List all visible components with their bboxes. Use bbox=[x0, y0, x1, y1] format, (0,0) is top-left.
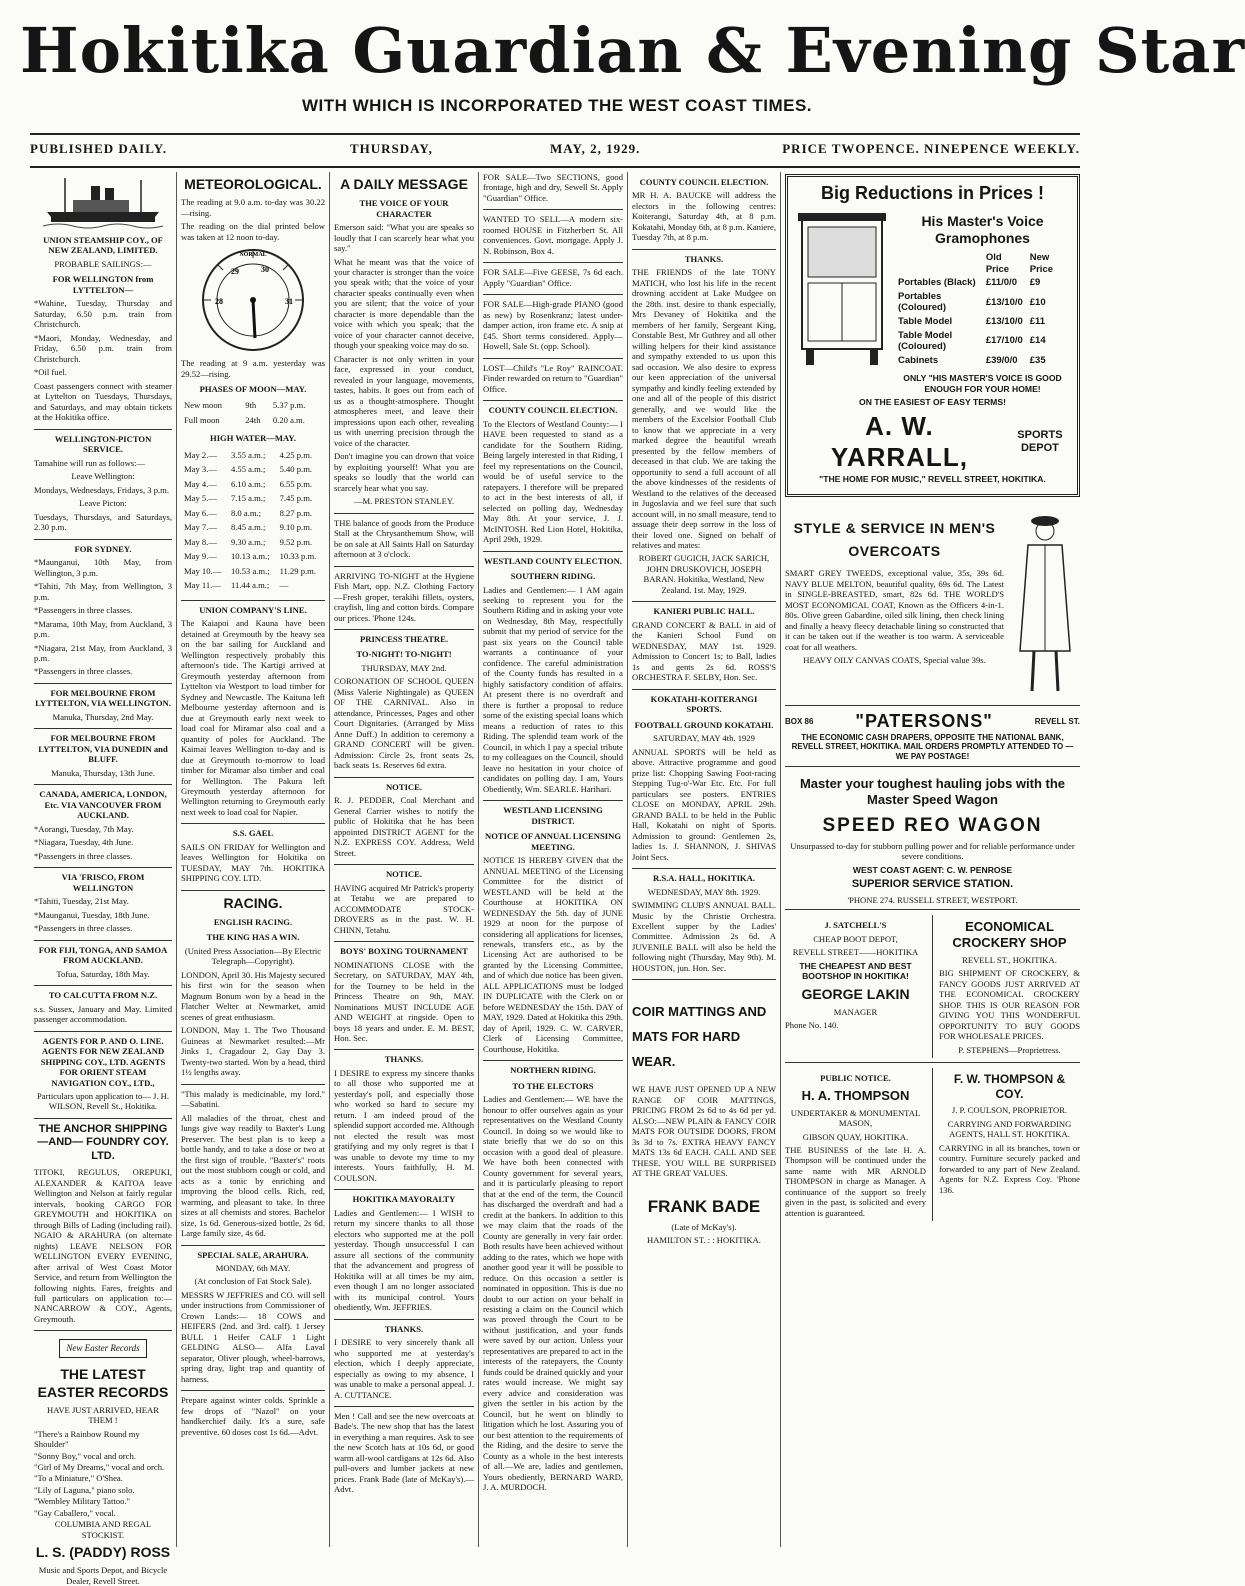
thanks-signature: ROBERT GUGICH, JACK SARICH, JOHN DRUSKOVICH, JOSEPH BARAN. Hokitika, Westland, New Zealand. 1st. May, 1929. bbox=[638, 553, 770, 595]
daily-message-body: Character is not only written in your face, expressed in your conduct, revealed in your language, movements, tastes, habits. It goes out from each of us as a thought-atmosphere. Thought atmospheres meet, and leave their impressions upon each other, revealing us with unerring precision through the voice of the character. bbox=[334, 353, 474, 448]
classified-ad: FOR SALE—High-grade PIANO (good as new) by Rosenkranz; latest under-damper action, iron frame etc. A snip at £45. Short terms considered. Apply—Howell, Sale St. (opp. School). bbox=[483, 299, 623, 352]
racing-king: THE KING HAS A WIN. bbox=[206, 932, 300, 943]
table-row: Full moon 24th 0.20 a.m. bbox=[184, 414, 305, 425]
arahura-note: (At conclusion of Fat Stock Sale). bbox=[194, 1276, 312, 1287]
malady-body: All maladies of the throat, chest and lungs give way readily to Baxter's Lung Preserver. The best plan is to keep a bottle handy, and to take a dose or two at the first sign of trouble. "Baxter's" roots out the most stubborn cough or cold, and acts as a tonic by enriching and improving the blood cells. Rich, red, warming, and pleasant to take. In three sizes at all chemists and stores. Bachelor size, 1s 6d. Generous-sized bottle, 2s 6d. Large family size, 4s 6d. bbox=[181, 1112, 325, 1239]
table-row: May 3.— 4.55 a.m.; 5.40 p.m. bbox=[184, 464, 313, 475]
crockery-heading: ECONOMICAL CROCKERY SHOP bbox=[952, 919, 1067, 950]
gael-body: SAILS ON FRIDAY for Wellington and leaves Wellington for Hokitika on TUESDAY, MAY 7th. HOKITIKA SHIPPING COY. LTD. bbox=[181, 841, 325, 884]
calcutta-heading: TO CALCUTTA FROM N.Z. bbox=[34, 985, 172, 1000]
patersons-body: THE ECONOMIC CASH DRAPERS, OPPOSITE THE NATIONAL BANK, REVELL STREET, HOKITIKA. MAIL ORDERS PROMPTLY ATTENDED TO — WE PAY POSTAGE! bbox=[791, 732, 1074, 762]
sydney-heading: FOR SYDNEY. bbox=[34, 539, 172, 554]
met-yesterday: The reading at 9 a.m. yesterday was 29.52—rising. bbox=[181, 358, 325, 379]
sailing-line: *Passengers in three classes. bbox=[34, 850, 133, 861]
table-row: May 6.— 8.0 a.m.; 8.27 p.m. bbox=[184, 507, 313, 518]
dial-needle bbox=[253, 300, 255, 338]
gramophone-terms: ON THE EASIEST OF EASY TERMS! bbox=[859, 397, 1006, 408]
crockery-signature: P. STEPHENS—Proprietress. bbox=[958, 1044, 1061, 1055]
licensing-body: NOTICE IS HEREBY GIVEN that the ANNUAL MEETING of the Licensing Committee for the district of WESTLAND will be held at the Courthouse at HOKITIKA ON WEDNESDAY the 5th. day of JUNE 1929 at noon for the purpose of considering all applications for licenses, renewals, transfers etc., as by the Licensing Act are authorised to be granted by the Licensing Committee, and of which due notice has been given. ALL APPLICATIONS must be lodged IN DUPLICATE with the Clerk on or before WEDNESDAY the 15th. DAY of MAY, 1929. Dated at Hokitika this 29th. day of April, 1929. C. W. CARVER, Clerk of Licensing Committee, Courthouse, Hokitika. bbox=[483, 855, 623, 1054]
reo-heading: Master your toughest hauling jobs with the Master Speed Wagon bbox=[799, 775, 1066, 807]
table-row: May 7.— 8.45 a.m.; 9.10 p.m. bbox=[184, 522, 313, 533]
ross-body: Music and Sports Depot, and Bicycle Dealer, Revell Street. bbox=[38, 1565, 168, 1586]
table-row: May 10.— 10.53 a.m.; 11.29 p.m. bbox=[184, 565, 317, 576]
bade-address: HAMILTON ST. : : HOKITIKA. bbox=[647, 1235, 761, 1246]
yarrall-depot: SPORTS DEPOT bbox=[1017, 429, 1063, 455]
table-row: Old Price New Price bbox=[985, 252, 1054, 275]
column-5 bbox=[628, 172, 780, 1552]
northern-riding-heading: NORTHERN RIDING. bbox=[483, 1060, 623, 1075]
rsa-date: WEDNESDAY, MAY 8th. 1929. bbox=[647, 886, 761, 897]
column-6 bbox=[781, 172, 1084, 1552]
thanks-body: I DESIRE to express my sincere thanks to all those who supported me at yesterday's poll, and especially those who worked so hard to secure my return. I am indeed proud of the splendid support accorded me. Although not elected the result was most gratifying and my only regret is that I was unable to devote my time to my interests. Yours faithfully, H. M. COULSON. bbox=[334, 1067, 474, 1183]
boxing-heading: BOYS' BOXING TOURNAMENT bbox=[334, 941, 474, 956]
sailing-line: *Passengers in three classes. bbox=[34, 923, 133, 934]
princess-body: CORONATION OF SCHOOL QUEEN (Miss Valerie Nightingale) as QUEEN OF THE CARNIVAL. Also in attendance, Princesses, Pages and other Court Dignitaries. (Arranged by Miss Anne Duff.) In addition to ceremony a GRAND CONCERT will be given. Admission: Circle 2s, front seats 2s, back seats 1s. Reserves 6d extra. bbox=[334, 676, 474, 771]
records-logo: New Easter Records bbox=[59, 1339, 146, 1358]
mayoralty-heading: HOKITIKA MAYORALTY bbox=[334, 1189, 474, 1204]
sailing-line: Mondays, Wednesdays, Fridays, 3 p.m. bbox=[34, 484, 169, 495]
classified-ad: FOR SALE—Five GEESE, 7s 6d each. Apply "Guardian" Office. bbox=[483, 267, 623, 288]
daily-message-body: Don't imagine you can drown that voice by exploiting yourself! What you are speaks so loudly that the world can scarcely hear what you say. bbox=[334, 451, 474, 493]
yarrall-tagline: "THE HOME FOR MUSIC," REVELL STREET, HOKITIKA. bbox=[819, 474, 1046, 485]
satchell-heading: J. SATCHELL'S bbox=[824, 920, 887, 931]
kokatahi-sub: FOOTBALL GROUND KOKATAHI. bbox=[634, 719, 774, 730]
tide-table bbox=[181, 447, 325, 594]
kokatahi-date: SATURDAY, MAY 4th. 1929 bbox=[653, 733, 755, 744]
satchell-ad bbox=[785, 915, 926, 1058]
mayoralty-body: Ladies and Gentlemen:— I WISH to return my sincere thanks to all those electors who supported me at the poll yesterday. Though unsuccessful I can assure all sections of the community that the advancement and progress of Hokitika will at all times be my aim, even though I am no longer associated with its municipal control. Yours obediently, Wm. JEFFRIES. bbox=[334, 1207, 474, 1313]
bade-notice: Men ! Call and see the new overcoats at Bade's. The new shop that has the latest in everything a man requires. Ask to see the new Scotch hats at 10s 6d, or good warm all-wool cardigans at 12s 6d. Also pull-overs and lumber jackets at new prices. Frank Bade (late of McKay's).—Advt. bbox=[334, 1411, 474, 1495]
dial-label: NORMAL bbox=[239, 252, 267, 259]
racing-heading: RACING. bbox=[181, 890, 325, 912]
records-stockist: COLUMBIA AND REGAL STOCKIST. bbox=[54, 1519, 152, 1540]
list-item: "Girl of My Dreams," vocal and orch. bbox=[34, 1462, 165, 1472]
county-council-heading: COUNTY COUNCIL ELECTION. bbox=[639, 177, 769, 187]
coy-ad bbox=[932, 1068, 1080, 1221]
thompson-body: THE BUSINESS of the late H. A. Thompson will be continued under the same name with MR ARNOLD THOMPSON in charge as Manager. A continuance of the support so freely given in the past, is solicited and every attention is guaranteed. bbox=[785, 1145, 926, 1218]
thanks-heading: THANKS. bbox=[334, 1319, 474, 1334]
overcoats-oily: HEAVY OILY CANVAS COATS, Special value 39s. bbox=[803, 655, 986, 666]
meteorological-heading: METEOROLOGICAL. bbox=[184, 176, 322, 192]
yarrall-name: A. W. YARRALL, bbox=[830, 410, 968, 473]
list-item: "Gay Caballero," vocal. bbox=[34, 1507, 116, 1518]
list-item: "Lily of Laguna," piano solo. bbox=[34, 1484, 135, 1495]
bottom-ads-row-1 bbox=[785, 909, 1080, 1058]
patersons-box: BOX 86 bbox=[785, 716, 814, 726]
daily-message-signature: —M. PRESTON STANLEY. bbox=[353, 496, 455, 507]
satchell-body: THE CHEAPEST AND BEST BOOTSHOP IN HOKITIKA! bbox=[799, 960, 912, 982]
picton-heading: WELLINGTON-PICTON SERVICE. bbox=[34, 429, 172, 455]
column-4 bbox=[479, 172, 627, 1552]
issue-date: MAY, 2, 1929. bbox=[550, 141, 641, 156]
records-heading: THE LATEST EASTER RECORDS bbox=[37, 1366, 169, 1400]
union-company-heading: UNION COMPANY'S LINE. bbox=[181, 600, 325, 615]
thompson-role: UNDERTAKER & MONUMENTAL MASON, bbox=[790, 1107, 921, 1129]
sailing-line: s.s. Sussex, January and May. Limited passenger accommodation. bbox=[34, 1003, 172, 1025]
thompson-address: GIBSON QUAY, HOKITIKA. bbox=[802, 1131, 909, 1142]
classified-ad: LOST—Child's "Le Roy" RAINCOAT. Finder rewarded on return to "Guardian" Office. bbox=[483, 362, 623, 394]
list-item: "Sonny Boy," vocal and orch. bbox=[34, 1450, 136, 1461]
sailing-line: *Maunganui, 10th May, from Wellington, 3 p.m. bbox=[34, 557, 172, 578]
arahura-heading: SPECIAL SALE, ARAHURA. bbox=[181, 1245, 325, 1260]
gramophone-ad bbox=[785, 174, 1080, 497]
weekday: THURSDAY, bbox=[350, 141, 433, 156]
list-item: "To a Miniature," O'Shea. bbox=[34, 1473, 123, 1484]
sailing-line: Tamahine will run as follows:— bbox=[34, 457, 146, 468]
table-row: May 2.— 3.55 a.m.; 4.25 p.m. bbox=[184, 449, 313, 460]
probable-sailings: PROBABLE SAILINGS:— bbox=[54, 258, 152, 269]
rsa-heading: R.S.A. HALL, HOKITIKA. bbox=[632, 868, 776, 883]
northern-riding-sub: TO THE ELECTORS bbox=[512, 1080, 594, 1091]
lakin-phone: Phone No. 140. bbox=[785, 1020, 839, 1031]
racing-assoc: (United Press Association—By Electric Telegraph—Copyright). bbox=[184, 945, 322, 967]
fish-notice: ARRIVING TO-NIGHT at the Hygiene Fish Mart, opp. N.Z. Clothing Factory—Fresh groper, terakihi fillets, oysters, crayfish, ling and cotton birds. Compare our prices. 'Phone 124s. bbox=[334, 570, 474, 623]
sailing-line: Manuka, Thursday, 2nd May. bbox=[52, 711, 154, 722]
records-ad bbox=[34, 1330, 172, 1586]
agents-heading: AGENTS FOR P. AND O. LINE. AGENTS FOR NEW ZEALAND SHIPPING COY., LTD. AGENTS FOR ORIENT STEAM NAVIGATION COY., LTD., bbox=[34, 1031, 172, 1088]
gramophone-price-table bbox=[896, 251, 1069, 367]
table-row: May 8.— 9.30 a.m.; 9.52 p.m. bbox=[184, 536, 313, 547]
reo-body: Unsurpassed to-day for stubborn pulling power and for reliable performance under severe conditions. bbox=[790, 840, 1075, 862]
gael-heading: S.S. GAEL bbox=[181, 823, 325, 838]
racing-body: LONDON, May 1. The Two Thousand Guineas at Newmarket resulted:—Mr Jinks 1, Cragadour 2, Gay Day 3. Twenty-two started. Won by a head, third 1½ lengths away. bbox=[181, 1025, 325, 1078]
public-notice-heading: PUBLIC NOTICE. bbox=[820, 1073, 891, 1084]
masthead-rule-top bbox=[30, 133, 1080, 135]
arahura-date: MONDAY, 6th MAY. bbox=[215, 1263, 291, 1273]
table-row: Table Model (Coloured) £17/10/0 £14 bbox=[898, 329, 1046, 353]
notice-heading: NOTICE. bbox=[334, 864, 474, 879]
anchor-title: THE ANCHOR SHIPPING —AND— FOUNDRY COY. LTD. bbox=[34, 1118, 172, 1163]
kokatahi-heading: KOKATAHI-KOITERANGI SPORTS. bbox=[632, 689, 776, 715]
coy-body: CARRYING in all its branches, town or country. Furniture securely packed and forwarded to any part of New Zealand. Agents for N.Z. Express Coy. 'Phone 136. bbox=[939, 1142, 1080, 1195]
coir-body: WE HAVE JUST OPENED UP A NEW RANGE OF COIR MATTINGS, PRICING FROM 2s 6d to 4s 6d per yd. ALSO:—NEW PLAIN & FANCY COIR MATS FOR OUTSIDE DOORS, FROM 3s 3d to 7s. EXTRA HEAVY FANCY MATS 13s 6d EACH. CALL AND SEE THESE. YOU WILL BE SURPRISED AT THE GREAT VALUES. bbox=[632, 1084, 776, 1179]
notice-heading: NOTICE. bbox=[334, 777, 474, 792]
county-election-heading: COUNTY COUNCIL ELECTION. bbox=[483, 400, 623, 415]
anchor-body: TITOKI, REGULUS, OREPUKI, ALEXANDER & KAITOA leave Wellington and Nelson at fairly regular intervals, booking CARGO FOR GREYMOUTH and HOKITIKA on through Bills of Lading (including rail). NGAIO & ARAHURA (on alternate nights) LEAVE NELSON FOR WELLINGTON EVERY EVENING, after arrival of West Coast Motor Service, and return from Wellington the following nights. Fares, freights and full particulars on application to:— NANCARROW & COY., Agents, Greymouth. bbox=[34, 1167, 172, 1324]
northern-riding-body: Ladies and Gentlemen:— WE have the honour to offer ourselves again as your representatives on the Westland County Council. In doing so we would like to state briefly that we do so on this occasion with a good deal of pleasure. We have both been connected with County government for several years, and it is particularly pleasing to report that at the end of the term, the Council has discharged the overdraft and had a credit at the bankers. In addition to this we may claim that the roads of the County are generally in very fair order. Both results have been achieved without adding to the rates, which we hope with another good year it will be possible to reduce. On this occasion a settler is nominated in opposition. This is due no doubt to our action on your behalf in resisting a claim on the Council which was proved through the Court to be without justification, and your funds were saved by our action. Unless your representatives are prepared to act in the interests of the ratepayers, the County funds could be drained quickly and your rates would increase. We might say every advice and consideration was given the settler in his action by the Council, but he went on blindly to litigation which he lost. Assuring you of our best attention to the requirements of the Riding, and the desire to serve the County as a whole in the best interests of all.—We are, ladies and gentlemen, Yours obediently, BERNARD WARD, J. A. MURDOCH. bbox=[483, 1094, 623, 1493]
reo-station: SUPERIOR SERVICE STATION. bbox=[851, 878, 1014, 891]
gramophone-cabinet-illustration bbox=[796, 209, 888, 369]
coir-heading: COIR MATTINGS AND MATS FOR HARD WEAR. bbox=[632, 1004, 767, 1069]
newspaper-subtitle: WITH WHICH IS INCORPORATED THE WEST COAST TIMES. bbox=[301, 96, 813, 115]
records-list bbox=[34, 1429, 172, 1519]
column-1 bbox=[30, 172, 176, 1586]
daily-message-body: Emerson said: "What you are speaks so loudly that I can scarcely hear what you say." bbox=[334, 222, 474, 254]
daily-message-heading: A DAILY MESSAGE bbox=[340, 176, 468, 192]
table-row: Table Model £13/10/0 £11 bbox=[898, 316, 1046, 327]
usc-title: UNION STEAMSHIP COY., OF NEW ZEALAND, LIMITED. bbox=[43, 235, 163, 256]
frisco-heading: VIA 'FRISCO, FROM WELLINGTON bbox=[34, 867, 172, 893]
sailing-line: *Maunganui, Tuesday, 18th June. bbox=[34, 909, 150, 920]
table-row: Portables (Black) £11/0/0 £9 bbox=[898, 277, 1041, 289]
sailing-line: Leave Picton: bbox=[79, 498, 127, 509]
tide-heading: HIGH WATER—MAY. bbox=[210, 433, 296, 444]
list-item: "Wembley Military Tattoo." bbox=[34, 1496, 131, 1507]
crockery-body: BIG SHIPMENT OF CROCKERY, & FANCY GOODS JUST ARRIVED AT THE ECONOMICAL CROCKERY SHOP. THIS IS OUR REASON FOR GIVING YOU THIS WONDERFUL OPPORTUNITY TO BUY GOODS FOR WHOLESALE PRICES. bbox=[939, 968, 1080, 1042]
table-row: Portables (Coloured) £13/10/0 £10 bbox=[898, 290, 1046, 314]
coy-name: F. W. THOMPSON & COY. bbox=[953, 1072, 1066, 1101]
satchell-sub: CHEAP BOOT DEPOT, bbox=[813, 933, 898, 944]
kanieri-body: GRAND CONCERT & BALL in aid of the Kanieri School Fund on WEDNESDAY, MAY 1st. 1929. Admission to Concert 1s; to Ball, ladies 1s and gents 2s 6d. ROSS'S ORCHESTRA F. SELBY, Hon. Sec. bbox=[632, 619, 776, 683]
overcoats-ad bbox=[785, 511, 1080, 701]
sailing-line: *Passengers in three classes. bbox=[34, 666, 133, 677]
table-row: New moon 9th 5.37 p.m. bbox=[184, 400, 306, 411]
moon-table bbox=[181, 397, 325, 428]
arahura-body: MESSRS W JEFFRIES and CO. will sell under instructions from Commissioner of Crown Lands:— 18 COWS and HEIFERS (2nd. and 3rd. calf). 1 Jersey BULL 1 Heifer CALF 1 Light GELDING ALSO— Alfa Laval separator, Oliver plough, wheel-barrows, spring dray, light trap and quantity of harness. bbox=[181, 1289, 325, 1384]
crockery-address: REVELL ST., HOKITIKA. bbox=[962, 954, 1057, 965]
county-council-body: MR H. A. BAUCKE will address the electors in the following centres: Koiterangi, Saturday 4th, at 8 p.m. Kokatahi, Monday 6th, at 8 p.m. Kaniere, Tuesday 7th, at 8 p.m. bbox=[632, 190, 776, 243]
reo-address: 'PHONE 274. RUSSELL STREET, WESTPORT. bbox=[847, 894, 1018, 905]
reo-ad bbox=[785, 766, 1080, 905]
overcoats-body: SMART GREY TWEEDS, exceptional value, 35s, 39s 6d. NAVY BLUE MELTON, beautiful quality, 69s 6d. The Latest in SINGLE-BREASTED, smart, 82s 6d. THE WORLD'S MOST ECONOMICAL COAT, Known as the Officers 4-in-1. 80s. Olive green Gabardine, oiled silk lining, then check lining and finally a heavy fleecy detachable lining so constructed that it can be taken out if the weather is too warm. A serviceable coat for all weathers. bbox=[785, 568, 1004, 652]
reo-name: SPEED REO WAGON bbox=[822, 814, 1043, 836]
table-row: May 4.— 6.10 a.m.; 6.55 p.m. bbox=[184, 478, 313, 489]
crockery-ad bbox=[932, 915, 1080, 1058]
masthead bbox=[20, 8, 1245, 116]
daily-message-body: What he meant was that the voice of your character is stronger than the voice you speak with; that the voice of your character speaks continually even when you are silent; that the voice of your character is more dependable than the voice with which you speak; that the voice of your character cannot deceive, though your speaking voice may do so. bbox=[334, 256, 474, 351]
licensing-sub: NOTICE OF ANNUAL LICENSING MEETING. bbox=[484, 831, 621, 852]
list-item: "There's a Rainbow Round my Shoulder" bbox=[34, 1428, 140, 1450]
sailing-line: Coast passengers connect with steamer at Lyttelton on Tuesdays, Thursdays, and Saturdays, and may obtain tickets at the Hokitika office. bbox=[34, 380, 172, 423]
sailing-line: *Niagara, 21st May, from Auckland, 3 p.m. bbox=[34, 642, 172, 663]
colds-body: Prepare against winter colds. Sprinkle a few drops of "Nazol" on your handkerchief daily. It's a sure, safe preventive. 60 doses cost 1s 6d.—Advt. bbox=[181, 1395, 325, 1437]
boxing-body: NOMINATIONS CLOSE with the Secretary, on SATURDAY, MAY 4th, for the Tourney to be held in the Princess Theatre on 9th, MAY. Nominations MUST INCLUDE AGE AND WEIGHT at ringside. Open to boys 18 years and under. E. M. BEST, Hon. Sec. bbox=[334, 959, 474, 1043]
sailing-line: *Passengers in three classes. bbox=[34, 605, 133, 616]
notice-body: HAVING acquired Mr Patrick's property at Tetahu we are prepared to ACCOMMODATE STOCK-DROVERS as in the past. W. H. CHINN, Tetahu. bbox=[334, 882, 474, 935]
table-row: Cabinets £39/0/0 £35 bbox=[898, 354, 1046, 366]
reo-agent: WEST COAST AGENT: C. W. PENROSE bbox=[852, 864, 1013, 875]
patersons-name: "PATERSONS" bbox=[855, 710, 993, 731]
kokatahi-body: ANNUAL SPORTS will be held as above. Attractive programme and good prize list: Chopping Sawing Foot-racing Stepping Tug-o'-War Etc. Etc. For full particulars see posters. ENTRIES CLOSE on MONDAY, APRIL 29th. GRAND BALL to be held in the Public Hall, Kokatahi on night of Sports. Admission to ground: Gentlemen 2s, ladies 1s. J. SHANNON, J. SHIVAS Joint Secs. bbox=[632, 746, 776, 862]
southern-riding: SOUTHERN RIDING. bbox=[510, 571, 596, 582]
man-in-overcoat-illustration bbox=[1010, 511, 1080, 701]
princess-date: THURSDAY, MAY 2nd. bbox=[361, 662, 447, 673]
coy-proprietor: J. P. COULSON, PROPRIETOR. bbox=[951, 1105, 1068, 1116]
masthead-rule-bottom bbox=[30, 166, 1080, 168]
barometer-dial bbox=[199, 246, 307, 354]
newspaper-title: Hokitika Guardian & Evening Star bbox=[20, 14, 1245, 87]
racing-sub: ENGLISH RACING. bbox=[213, 916, 293, 927]
princess-heading: PRINCESS THEATRE. bbox=[334, 629, 474, 644]
malady-quote: "This malady is medicinable, my lord." —Sabatini. bbox=[181, 1088, 325, 1110]
sailing-line: *Wahine, Tuesday, Thursday and Saturday, 6.50 p.m. train from Christchurch. bbox=[34, 298, 172, 330]
sailing-line: *Tahiti, 7th May, from Wellington, 3 p.m. bbox=[34, 581, 172, 602]
steamship-illustration bbox=[43, 174, 163, 230]
overcoats-heading: STYLE & SERVICE IN MEN'S OVERCOATS bbox=[793, 519, 996, 560]
column-3 bbox=[330, 172, 478, 1552]
sailing-line: Tuesdays, Thursdays, and Saturdays, 2.30 p.m. bbox=[34, 511, 172, 533]
lakin-role: MANAGER bbox=[833, 1006, 878, 1017]
table-row: May 5.— 7.15 a.m.; 7.45 p.m. bbox=[184, 493, 313, 504]
dial-number: 29 bbox=[231, 267, 239, 277]
thanks-body: I DESIRE to very sincerely thank all who supported me at yesterday's election, which I deeply appreciate, especially as owing to my absence, I was unable to make a personal appeal. J. A. CUTTANCE. bbox=[334, 1337, 474, 1400]
racing-body: LONDON, April 30. His Majesty secured his first win for the season when Magnum Bonum won by a head in the Flatcher Welter at Newmarket, amid scenes of great enthusiasm. bbox=[181, 969, 325, 1022]
thanks-heading: THANKS. bbox=[334, 1049, 474, 1064]
sailing-line: *Maori, Monday, Wednesday, and Friday, 6.50 p.m. train from Christchurch. bbox=[34, 332, 172, 364]
princess-tonight: TO-NIGHT! TO-NIGHT! bbox=[356, 649, 452, 660]
county-election-body: To the Electors of Westland County:— I HAVE been requested to stand as a candidate for the Southern Riding. Being largely interested in that Riding, I feel my representations on the Council, would be of useful service to the ratepayers. I therefore will be prepared to act in the best interests of all, if selected on polling day, Wednesday May 8th. At your service, J. J. McINTOSH. Red Lion Hotel, Hokitika, April 29th, 1929. bbox=[483, 418, 623, 545]
canada-heading: CANADA, AMERICA, LONDON, Etc. VIA VANCOUVER FROM AUCKLAND. bbox=[34, 784, 172, 820]
agents-contact: Particulars upon application to— J. H. WILSON, Revell St., Hokitika. bbox=[37, 1091, 169, 1112]
dial-number: 30 bbox=[261, 265, 269, 275]
table-row: May 11.— 11.44 a.m.; — bbox=[184, 580, 289, 591]
records-sub: HAVE JUST ARRIVED, HEAR THEM ! bbox=[47, 1404, 159, 1426]
sailing-line: *Niagara, Tuesday, 4th June. bbox=[34, 837, 134, 848]
sailing-line: *Oil fuel. bbox=[34, 367, 67, 378]
produce-notice: THE balance of goods from the Produce Stall at the Chrysanthemum Show, will be on sale at All Saints Hall on Saturday afternoon at 3 o'clock. bbox=[334, 517, 474, 560]
bade-sub: (Late of McKay's). bbox=[671, 1221, 737, 1232]
westland-election-heading: WESTLAND COUNTY ELECTION. bbox=[483, 551, 623, 566]
published-daily: PUBLISHED DAILY. bbox=[30, 141, 168, 156]
dial-number: 28 bbox=[215, 297, 223, 307]
sailing-line: Tofua, Saturday, 18th May. bbox=[56, 968, 150, 979]
daily-message-sub: THE VOICE OF YOUR CHARACTER bbox=[359, 198, 449, 219]
dial-number: 31 bbox=[285, 297, 293, 307]
patersons-ad bbox=[785, 705, 1080, 762]
met-reading: The reading at 9.0 a.m. to-day was 30.22—rising. bbox=[181, 197, 325, 218]
satchell-address: REVELL STREET——HOKITIKA bbox=[792, 947, 919, 958]
gramophone-note: ONLY "HIS MASTER'S VOICE IS GOOD ENOUGH FOR YOUR HOME! bbox=[903, 373, 1062, 394]
licensing-heading: WESTLAND LICENSING DISTRICT. bbox=[483, 800, 623, 826]
table-row: May 9.— 10.13 a.m.; 10.33 p.m. bbox=[184, 551, 317, 562]
met-note: The reading on the dial printed below was taken at 12 noon to-day. bbox=[181, 221, 325, 242]
melbourne-heading-1: FOR MELBOURNE FROM LYTTELTON, VIA WELLINGTON. bbox=[34, 683, 172, 709]
sailing-line: Leave Wellington: bbox=[71, 471, 135, 482]
rsa-body: SWIMMING CLUB'S ANNUAL BALL. Music by the Christie Orchestra. Excellent supper by the Ladies' Committee. Admission 2s 6d. A JUVENILE BALL will also be held the following night (Thursday, May 9th). M. HOUSTON, jun. Hon. Sec. bbox=[632, 900, 776, 973]
sailing-line: *Marama, 10th May, from Auckland, 3 p.m. bbox=[34, 618, 172, 640]
sailing-line: *Tahiti, Tuesday, 21st May. bbox=[34, 896, 129, 907]
classified-ad: WANTED TO SELL—A modern six-roomed HOUSE in Fitzherbert St. All conveniences. Govt. mortgage. Apply J. N. Robinson, Box 4. bbox=[483, 214, 623, 256]
coy-trade: CARRYING AND FORWARDING AGENTS, HALL ST. HOKITIKA. bbox=[947, 1118, 1072, 1140]
moon-heading: PHASES OF MOON—MAY. bbox=[199, 383, 307, 394]
sailing-line: Manuka, Thursday, 13th June. bbox=[51, 767, 155, 778]
bade-name: FRANK BADE bbox=[647, 1196, 761, 1216]
melbourne-heading-2: FOR MELBOURNE FROM LYTTELTON, VIA DUNEDIN and BLUFF. bbox=[34, 728, 172, 764]
thompson-name: H. A. THOMPSON bbox=[801, 1087, 910, 1103]
lakin-name: GEORGE LAKIN bbox=[801, 985, 910, 1002]
classified-ad: FOR SALE—Two SECTIONS, good frontage, high and dry, Sewell St. Apply "Guardian" Office. bbox=[483, 172, 623, 203]
westland-election-body: Ladies and Gentlemen:— I AM again seeking to represent you for the Southern Riding and in asking your vote on Wednesday, 8th May, respectfully submit that my period of service for the past six years on the Council table warrants a continuance of your confidence. The careful administration of the County funds has resulted in a highly satisfactory condition of affairs. At present there is no overdraft and there is further a proposal to reduce some of the existing special loans which means a reduction of rates to this Riding. The splendid team work of the Council, in which I pay a special tribute to my colleagues on the Council, should leave no hesitation in your choice of candidates on polling day. I am, Yours Obediently, Wm. SEARLE. Harihari. bbox=[483, 584, 623, 794]
union-company-body: The Kaiapoi and Kauna have been detained at Greymouth by the heavy sea on the bar sailing for Auckland and Wellington respectively probably this afternoon's tide. The Kartigi arrived at Greymouth yesterday afternoon from Lyttelton via Westport to load timber for Sydney and Newcastle. The Kaituna left Melbourne yesterday afternoon and is due at Greymouth early next week to load coal for Miramar also coal and a quantity of poles for Auckland. The Kaimai leaves Wellington to-day and is due at Greymouth to-morrow to load timber for Miramar also timber and coal for Wellington. The Pakura left Greymouth yesterday afternoon for Wellington returning to Greymouth early next week to load coal for Napier. bbox=[181, 618, 325, 817]
gramophone-sub: His Master's Voice Gramophones bbox=[921, 212, 1044, 247]
sailing-line: *Aorangi, Tuesday, 7th May. bbox=[34, 823, 134, 834]
patersons-phone: REVELL ST. bbox=[1034, 716, 1080, 726]
kanieri-heading: KANIERI PUBLIC HALL. bbox=[632, 601, 776, 616]
fiji-heading: FOR FIJI, TONGA, AND SAMOA FROM AUCKLAND. bbox=[34, 940, 172, 966]
ross-name: L. S. (PADDY) ROSS bbox=[35, 1544, 171, 1561]
lyttelton-heading: FOR WELLINGTON from LYTTELTON— bbox=[52, 274, 154, 295]
price-line: PRICE TWOPENCE. NINEPENCE WEEKLY. bbox=[782, 141, 1080, 156]
bottom-ads-row-2 bbox=[785, 1062, 1080, 1221]
gramophone-heading: Big Reductions in Prices ! bbox=[820, 183, 1045, 203]
thompson-ad bbox=[785, 1068, 926, 1221]
thanks-body: THE FRIENDS of the late TONY MATICH, who lost his life in the recent drowning accident at Lake Mudgee on the 28th. inst. desire to thank especially, Mrs Devaney of Hokitika and the members of her family, Sergeant King, Constable Best, Mr Guthrey and all other willing helpers for their kind assistance and sympathy extended to us upon this sad occasion. We also desire to express our keen appreciation of the universal sympathy and kindly feeling extended by one and all of the people of this district generally, and we would like the members of the Excelsior Football Club to know that we appreciate in a very marked degree the beautiful wreath presented by the fellow members of deceased in that club. We are taking the opportunity to send a full account of all the above kindnesses of the residents of Westland to the relatives of the deceased in Jugoslavia and we feel sure that such account will, in no small measure, tend to assuage their deep sorrow in the loss of their loved one. Signed on behalf of relatives and mates: bbox=[632, 267, 776, 550]
notice-body: R. J. PEDDER, Coal Merchant and General Carrier wishes to notify the public of Hokitika that he has been appointed DISTRICT AGENT for the N.Z. EXPRESS COY. Address, Weld Street. bbox=[334, 795, 474, 858]
thanks-heading: THANKS. bbox=[632, 249, 776, 264]
column-2 bbox=[177, 172, 329, 1552]
